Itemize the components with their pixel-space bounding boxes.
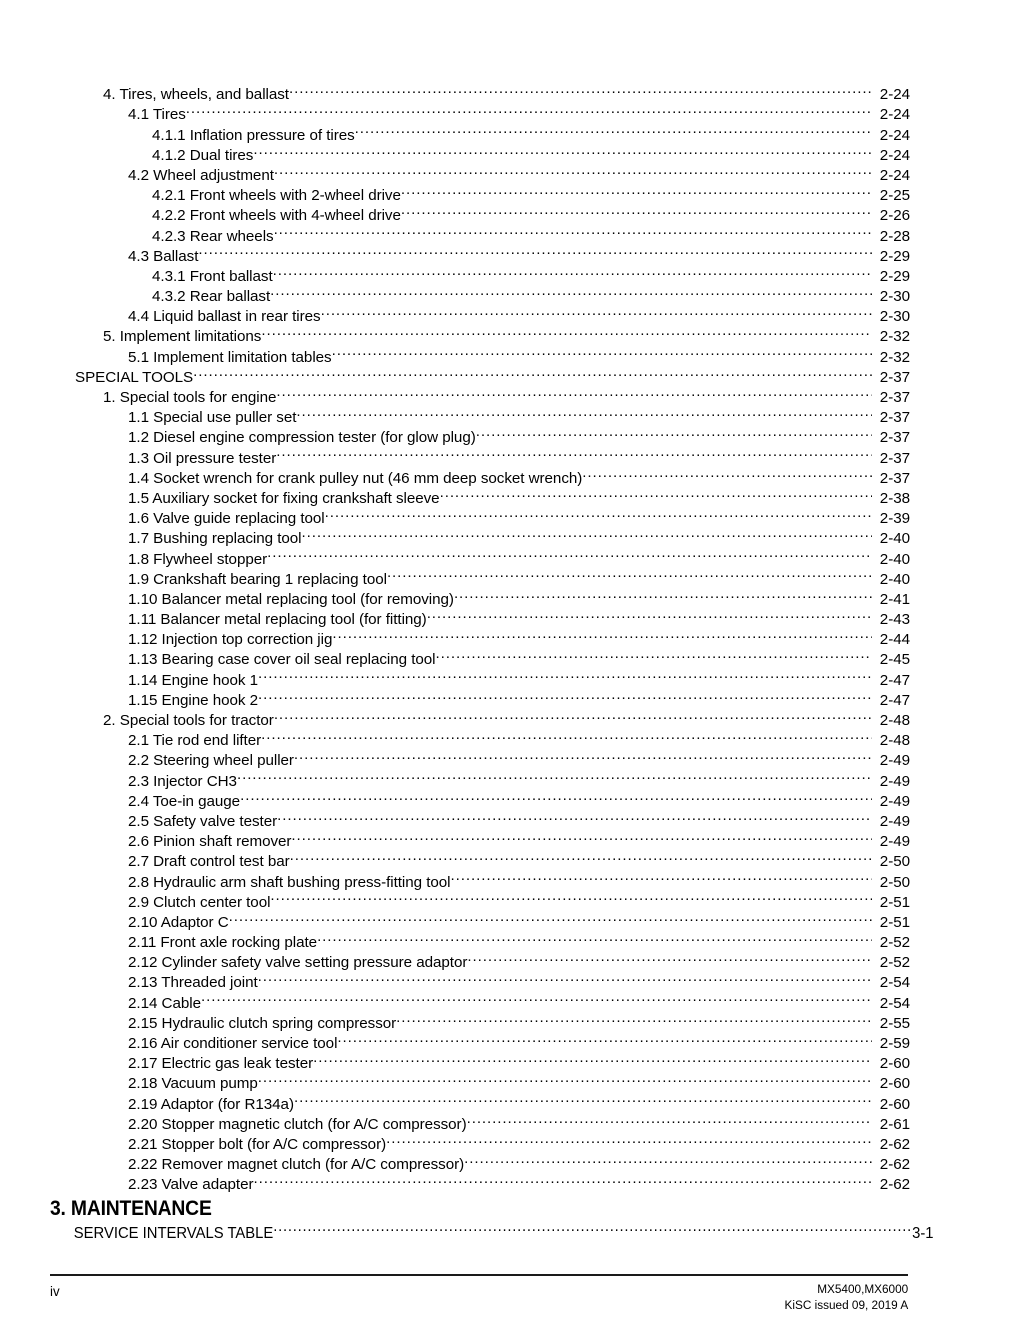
toc-entry-label: 1.15 Engine hook 2 xyxy=(128,691,258,709)
toc-entry-label: 1. Special tools for engine xyxy=(103,389,277,406)
toc-entry-page-number: 2-62 xyxy=(879,1176,910,1194)
toc-entry-page-number: 2-30 xyxy=(879,308,910,326)
dot-leader xyxy=(332,346,872,361)
toc-entry[interactable] xyxy=(50,84,910,104)
toc-entry-label: 1.13 Bearing case cover oil seal replacing tool xyxy=(128,651,436,669)
toc-entry-page-number: 2-50 xyxy=(879,873,910,891)
toc-entry-label: 1.3 Oil pressure tester xyxy=(128,449,277,467)
toc-entry[interactable] xyxy=(50,165,910,185)
toc-entry-label: 1.14 Engine hook 1 xyxy=(128,671,258,689)
toc-entry-page-number: 2-47 xyxy=(879,691,910,709)
toc-entry-label: 2.12 Cylinder safety valve setting pressure adaptor xyxy=(128,954,468,972)
toc-entry[interactable] xyxy=(50,912,910,932)
toc-entry-page-number: 2-40 xyxy=(879,570,910,588)
dot-leader xyxy=(258,1073,872,1088)
toc-entry-label: 4.2.3 Rear wheels xyxy=(152,227,274,245)
dot-leader xyxy=(193,367,872,382)
toc-entry-label: 4.2.1 Front wheels with 2-wheel drive xyxy=(152,187,401,205)
toc-entry[interactable] xyxy=(50,1134,910,1154)
dot-leader xyxy=(289,84,872,99)
toc-entry[interactable] xyxy=(50,649,910,669)
table-of-contents xyxy=(50,84,910,1194)
toc-entry[interactable] xyxy=(50,1093,910,1113)
dot-leader xyxy=(273,1222,912,1238)
toc-entry[interactable] xyxy=(50,266,910,286)
dot-leader xyxy=(229,912,872,927)
toc-entry-label: 2.19 Adaptor (for R134a) xyxy=(128,1095,294,1113)
toc-entry-label: 2.16 Air conditioner service tool xyxy=(128,1035,338,1052)
toc-entry[interactable] xyxy=(50,992,910,1012)
toc-entry-page-number: 2-24 xyxy=(879,106,910,124)
toc-entry-label: 1.11 Balancer metal replacing tool (for fitting) xyxy=(128,611,427,629)
toc-entry-label: 2.17 Electric gas leak tester xyxy=(128,1055,314,1073)
dot-leader xyxy=(274,710,872,725)
toc-entry[interactable] xyxy=(50,488,910,508)
toc-entry[interactable] xyxy=(50,791,910,811)
toc-entry[interactable] xyxy=(50,972,910,992)
dot-leader xyxy=(261,730,872,745)
toc-entry-label: 4.3.1 Front ballast xyxy=(152,267,273,285)
toc-entry[interactable] xyxy=(50,952,910,972)
toc-entry-page-number: 2-29 xyxy=(879,247,910,265)
toc-entry[interactable] xyxy=(50,730,910,750)
toc-entry-page-number: 2-52 xyxy=(879,954,910,972)
dot-leader xyxy=(476,427,872,442)
dot-leader xyxy=(186,104,872,119)
toc-entry[interactable] xyxy=(50,548,910,568)
toc-entry[interactable] xyxy=(50,892,910,912)
toc-entry-label: 4.2 Wheel adjustment xyxy=(128,166,274,184)
toc-entry[interactable] xyxy=(50,1073,910,1093)
toc-entry-label: 4.4 Liquid ballast in rear tires xyxy=(128,308,321,326)
toc-entry-label: 2.18 Vacuum pump xyxy=(128,1075,258,1093)
footer-model-info xyxy=(784,1282,908,1313)
toc-entry[interactable] xyxy=(50,710,910,730)
toc-entry[interactable] xyxy=(50,246,910,266)
dot-leader xyxy=(436,649,873,664)
toc-entry-label: 2.21 Stopper bolt (for A/C compressor) xyxy=(128,1135,387,1153)
dot-leader xyxy=(294,750,872,765)
dot-leader xyxy=(296,407,872,422)
toc-entry-page-number: 2-59 xyxy=(879,1035,910,1052)
dot-leader xyxy=(467,952,872,967)
dot-leader xyxy=(386,1134,872,1149)
toc-entry-label: 4.1.2 Dual tires xyxy=(152,146,254,164)
chapter-section-maintenance xyxy=(50,1196,934,1244)
dot-leader xyxy=(440,488,872,503)
toc-entry[interactable] xyxy=(50,124,910,144)
footer-page-label: iv xyxy=(50,1283,60,1299)
toc-entry-page-number: 2-49 xyxy=(879,833,910,851)
toc-entry-page-number: 2-37 xyxy=(879,469,910,487)
toc-entry-page-number: 2-38 xyxy=(879,489,910,507)
toc-entry-label: 2.9 Clutch center tool xyxy=(128,893,271,911)
toc-entry[interactable] xyxy=(50,669,910,689)
dot-leader xyxy=(276,387,872,402)
dot-leader xyxy=(401,205,872,220)
dot-leader xyxy=(276,447,872,462)
toc-entry-page-number: 2-37 xyxy=(879,409,910,427)
toc-entry[interactable] xyxy=(50,932,910,952)
toc-entry-label: 2.6 Pinion shaft remover xyxy=(128,833,292,851)
toc-entry-page-number: 2-55 xyxy=(879,1014,910,1032)
toc-entry-page-number: 2-37 xyxy=(879,389,910,406)
dot-leader xyxy=(258,972,872,987)
toc-entry-label: 2.2 Steering wheel puller xyxy=(128,752,294,770)
toc-entry[interactable] xyxy=(50,1013,910,1033)
toc-entry[interactable] xyxy=(50,589,910,609)
toc-entry[interactable] xyxy=(50,104,910,124)
toc-entry-page-number: 2-37 xyxy=(879,449,910,467)
toc-entry-label: 2.4 Toe-in gauge xyxy=(128,792,241,810)
dot-leader xyxy=(258,669,872,684)
toc-entry-label: 2.7 Draft control test bar xyxy=(128,853,290,871)
toc-entry[interactable] xyxy=(50,326,910,346)
toc-entry-label: 1.5 Auxiliary socket for fixing crankshaft sleeve xyxy=(128,489,440,507)
dot-leader xyxy=(467,1114,872,1129)
toc-entry-label: 4.1 Tires xyxy=(128,106,186,124)
toc-entry[interactable] xyxy=(50,690,910,710)
dot-leader xyxy=(355,124,872,139)
toc-entry-label: 4.1.1 Inflation pressure of tires xyxy=(152,126,355,144)
toc-entry-page-number: 2-37 xyxy=(879,368,910,386)
chapter-title: 3. MAINTENANCE xyxy=(50,1197,212,1220)
toc-entry[interactable] xyxy=(50,508,910,528)
toc-entry-label: 1.1 Special use puller set xyxy=(128,409,297,427)
toc-entry-page-number: 2-26 xyxy=(879,207,910,225)
toc-entry[interactable] xyxy=(50,407,910,427)
toc-entry-label: 2.10 Adaptor C xyxy=(128,913,229,931)
toc-entry[interactable] xyxy=(50,185,910,205)
toc-entry-page-number: 2-49 xyxy=(879,752,910,770)
footer-model-line: MX5400,MX6000 xyxy=(817,1282,908,1296)
dot-leader xyxy=(337,1033,872,1048)
toc-entry-page-number: 2-47 xyxy=(879,671,910,689)
toc-entry-page-number: 2-60 xyxy=(879,1055,910,1073)
toc-entry[interactable] xyxy=(50,811,910,831)
page-footer xyxy=(50,1282,908,1313)
toc-entry[interactable] xyxy=(50,1053,910,1073)
toc-entry-page-number: 2-62 xyxy=(879,1135,910,1153)
dot-leader xyxy=(294,1093,872,1108)
toc-entry-page-number: 2-29 xyxy=(879,267,910,285)
toc-entry-label: 1.6 Valve guide replacing tool xyxy=(128,510,325,528)
toc-entry-label: 2.15 Hydraulic clutch spring compressor xyxy=(128,1014,397,1032)
dot-leader xyxy=(325,508,872,523)
dot-leader xyxy=(198,246,872,261)
toc-entry-page-number: 2-48 xyxy=(879,732,910,750)
toc-entry[interactable] xyxy=(50,851,910,871)
toc-entry[interactable] xyxy=(50,225,910,245)
toc-entry[interactable] xyxy=(50,871,910,891)
toc-entry[interactable] xyxy=(50,1154,910,1174)
toc-entry-page-number: 2-54 xyxy=(879,994,910,1012)
toc-entry-page-number: 2-30 xyxy=(879,288,910,306)
toc-entry-page-number: 2-61 xyxy=(879,1115,910,1133)
toc-entry-label: 2.5 Safety valve tester xyxy=(128,812,278,830)
toc-entry[interactable] xyxy=(50,1174,910,1194)
dot-leader xyxy=(317,932,872,947)
toc-entry-label: 2.11 Front axle rocking plate xyxy=(128,934,318,952)
dot-leader xyxy=(290,851,872,866)
toc-entry-label: 1.2 Diesel engine compression tester (for glow plug) xyxy=(128,429,476,447)
toc-entry[interactable] xyxy=(50,427,910,447)
toc-entry[interactable] xyxy=(50,205,910,225)
toc-entry-page-number: 2-45 xyxy=(879,651,910,669)
toc-entry[interactable] xyxy=(50,1033,910,1053)
toc-entry-page-number: 2-41 xyxy=(879,590,910,608)
toc-entry-page-number: 2-51 xyxy=(879,913,910,931)
toc-entry-page-number: 2-40 xyxy=(879,530,910,548)
dot-leader xyxy=(464,1154,872,1169)
toc-entry[interactable] xyxy=(50,387,910,407)
toc-entry-page-number: 2-32 xyxy=(879,328,910,346)
toc-entry[interactable] xyxy=(50,468,910,488)
dot-leader xyxy=(301,528,872,543)
dot-leader xyxy=(253,1174,872,1189)
toc-entry[interactable] xyxy=(50,831,910,851)
dot-leader xyxy=(237,770,872,785)
toc-entry[interactable] xyxy=(50,286,910,306)
toc-entry-page-number: 2-24 xyxy=(879,126,910,144)
toc-entry[interactable] xyxy=(50,447,910,467)
toc-entry-label: 2.1 Tie rod end lifter xyxy=(128,732,262,750)
dot-leader xyxy=(582,468,872,483)
dot-leader xyxy=(291,831,872,846)
toc-entry-label: 5.1 Implement limitation tables xyxy=(128,348,332,366)
dot-leader xyxy=(401,185,872,200)
toc-entry-page-number: 2-44 xyxy=(879,631,910,649)
toc-entry-label: 5. Implement limitations xyxy=(103,328,262,346)
toc-entry-page-number: 2-60 xyxy=(879,1075,910,1093)
toc-entry-label: 1.4 Socket wrench for crank pulley nut (46 mm deep socket wrench) xyxy=(128,469,583,487)
toc-entry-label: 2.22 Remover magnet clutch (for A/C compressor) xyxy=(128,1156,465,1174)
toc-entry[interactable] xyxy=(50,569,910,589)
dot-leader xyxy=(321,306,872,321)
toc-entry-page-number: 2-43 xyxy=(879,611,910,629)
toc-entry[interactable] xyxy=(50,770,910,790)
toc-entry[interactable] xyxy=(50,145,910,165)
dot-leader xyxy=(270,892,872,907)
dot-leader xyxy=(332,629,872,644)
toc-entry-page-number: 2-49 xyxy=(879,792,910,810)
toc-entry[interactable] xyxy=(50,367,910,387)
toc-entry-page-number: 2-54 xyxy=(879,974,910,992)
toc-entry-page-number: 2-52 xyxy=(879,934,910,952)
toc-entry-label: 2. Special tools for tractor xyxy=(103,712,274,729)
toc-entry[interactable] xyxy=(50,629,910,649)
toc-entry-label: 1.7 Bushing replacing tool xyxy=(128,530,302,548)
dot-leader xyxy=(201,992,872,1007)
toc-entry-page-number: 2-24 xyxy=(879,166,910,184)
toc-entry-label: 4.3.2 Rear ballast xyxy=(152,288,271,306)
toc-entry[interactable] xyxy=(50,1114,910,1134)
footer-issue-line: KiSC issued 09, 2019 A xyxy=(784,1297,908,1312)
toc-entry-page-number: 2-32 xyxy=(879,348,910,366)
dot-leader xyxy=(273,266,872,281)
toc-entry-label: SPECIAL TOOLS xyxy=(75,368,194,386)
toc-entry[interactable] xyxy=(50,609,910,629)
toc-entry-page-number: 2-51 xyxy=(879,893,910,911)
toc-entry-page-number: 2-37 xyxy=(879,429,910,447)
dot-leader xyxy=(258,690,872,705)
toc-entry-label: 2.23 Valve adapter xyxy=(128,1176,254,1194)
dot-leader xyxy=(274,225,872,240)
dot-leader xyxy=(277,811,872,826)
toc-entry-label: 2.13 Threaded joint xyxy=(128,974,258,992)
dot-leader xyxy=(451,871,873,886)
toc-entry-page-number: 2-50 xyxy=(879,853,910,871)
toc-entry-label: 1.9 Crankshaft bearing 1 replacing tool xyxy=(128,570,387,588)
toc-entry-label: 2.14 Cable xyxy=(128,994,201,1012)
dot-leader xyxy=(396,1013,872,1028)
dot-leader xyxy=(240,791,872,806)
footer-divider xyxy=(50,1274,908,1276)
toc-entry[interactable] xyxy=(50,750,910,770)
dot-leader xyxy=(387,569,872,584)
toc-entry-page-number: 2-39 xyxy=(879,510,910,528)
toc-entry-page-number: 2-40 xyxy=(879,550,910,568)
toc-entry-label: 4.3 Ballast xyxy=(128,247,199,265)
toc-entry-label: SERVICE INTERVALS TABLE xyxy=(73,1224,274,1242)
toc-entry-page-number: 2-24 xyxy=(879,86,910,104)
toc-entry-page-number: 2-49 xyxy=(879,772,910,790)
dot-leader xyxy=(253,145,872,160)
dot-leader xyxy=(427,609,872,624)
toc-entry-label: 1.12 Injection top correction jig xyxy=(128,631,333,649)
toc-entry-label: 4.2.2 Front wheels with 4-wheel drive xyxy=(152,207,401,225)
toc-entry-label: 1.10 Balancer metal replacing tool (for removing) xyxy=(128,590,454,608)
toc-entry-label: 2.20 Stopper magnetic clutch (for A/C compressor) xyxy=(128,1115,467,1133)
dot-leader xyxy=(274,165,872,180)
toc-entry-label: 2.3 Injector CH3 xyxy=(128,772,237,790)
toc-entry-label: 4. Tires, wheels, and ballast xyxy=(103,86,289,104)
toc-entry-page-number: 2-25 xyxy=(879,187,910,205)
toc-entry[interactable] xyxy=(50,306,910,326)
toc-entry-label: 1.8 Flywheel stopper xyxy=(128,550,268,568)
dot-leader xyxy=(454,589,872,604)
dot-leader xyxy=(267,548,872,563)
toc-entry[interactable] xyxy=(50,346,910,366)
toc-entry-service-intervals-table[interactable] xyxy=(50,1222,934,1244)
toc-entry-page-number: 2-48 xyxy=(879,712,910,729)
toc-entry-page-number: 2-60 xyxy=(879,1095,910,1113)
dot-leader xyxy=(270,286,872,301)
toc-entry-page-number: 2-24 xyxy=(879,146,910,164)
toc-entry-page-number: 2-49 xyxy=(879,812,910,830)
toc-entry-page-number: 2-62 xyxy=(879,1156,910,1174)
toc-entry[interactable] xyxy=(50,528,910,548)
toc-entry-page-number: 3-1 xyxy=(912,1224,934,1242)
toc-entry-page-number: 2-28 xyxy=(879,227,910,245)
dot-leader xyxy=(261,326,872,341)
dot-leader xyxy=(313,1053,872,1068)
toc-entry-label: 2.8 Hydraulic arm shaft bushing press-fitting tool xyxy=(128,873,451,891)
